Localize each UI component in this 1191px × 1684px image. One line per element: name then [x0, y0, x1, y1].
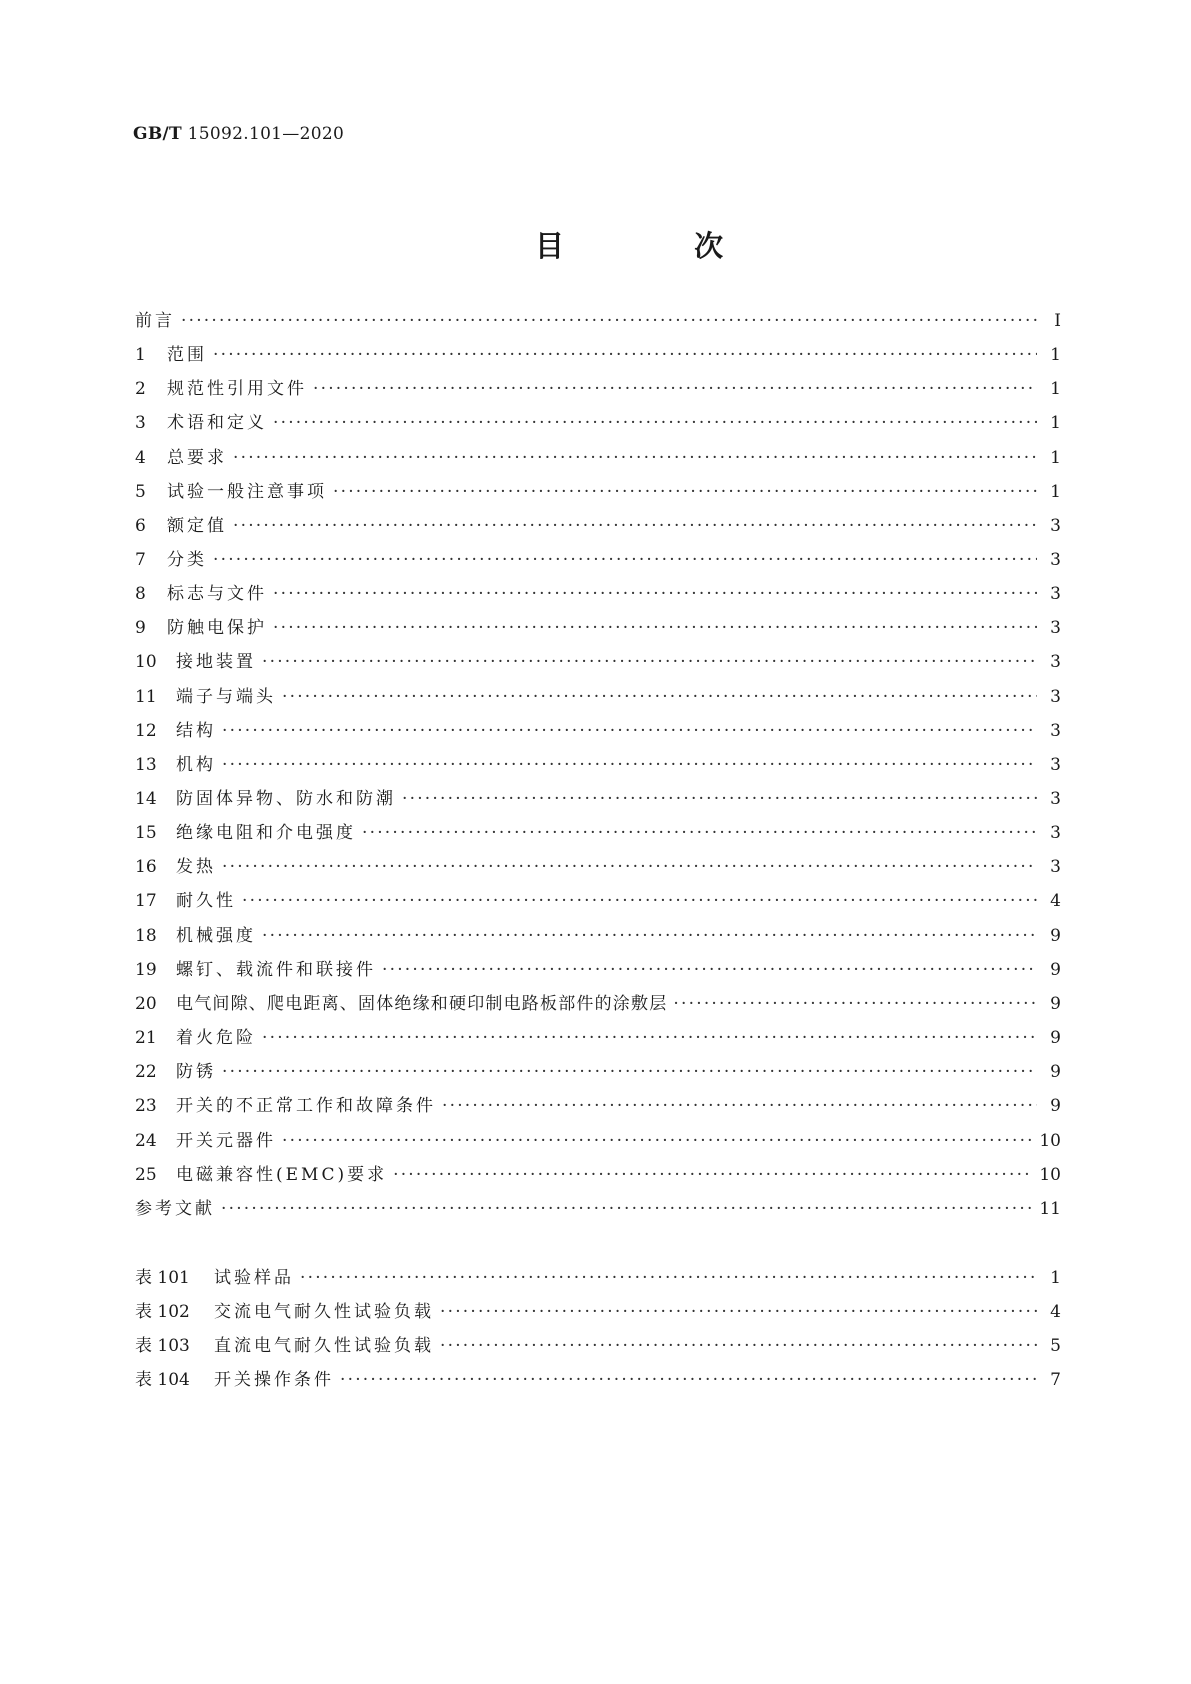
toc-table-number: 表 104 — [135, 1370, 190, 1390]
toc-leader-dots — [222, 1062, 1037, 1082]
toc-entry-13[interactable] — [135, 750, 1061, 776]
toc-leader-dots — [222, 755, 1037, 775]
toc-entry-16[interactable] — [135, 852, 1061, 878]
toc-table-104[interactable] — [135, 1365, 1061, 1391]
toc-entry-title: 开关元器件 — [176, 1131, 276, 1151]
toc-leader-dots — [233, 516, 1037, 536]
toc-entry-page: 1 — [1050, 379, 1061, 399]
toc-entry-title: 总要求 — [167, 448, 227, 468]
toc-entry-number: 3 — [135, 413, 146, 433]
toc-entry-title: 防锈 — [176, 1062, 216, 1082]
toc-entry-title: 电磁兼容性(EMC)要求 — [176, 1165, 388, 1185]
toc-entry-number: 1 — [135, 345, 146, 365]
toc-entry-page: 4 — [1050, 891, 1061, 911]
toc-table-number: 表 103 — [135, 1336, 190, 1356]
toc-entry-title: 电气间隙、爬电距离、固体绝缘和硬印制电路板部件的涂敷层 — [176, 994, 668, 1014]
toc-table-102[interactable] — [135, 1297, 1061, 1323]
toc-table-number: 表 101 — [135, 1268, 190, 1288]
toc-leader-dots — [362, 823, 1037, 843]
toc-entry-page: 1 — [1050, 413, 1061, 433]
toc-entry-page: 9 — [1050, 1062, 1061, 1082]
toc-entry-page: 9 — [1050, 1096, 1061, 1116]
page-title: 目 次 — [535, 229, 784, 263]
toc-leader-dots — [282, 687, 1037, 707]
toc-leader-dots — [242, 891, 1037, 911]
toc-entry-foreword[interactable] — [135, 306, 1061, 332]
toc-entry-page: 9 — [1050, 960, 1061, 980]
toc-table-title: 开关操作条件 — [214, 1370, 334, 1390]
toc-entry-17[interactable] — [135, 886, 1061, 912]
toc-entry-title: 着火危险 — [176, 1028, 256, 1048]
toc-entry-title: 耐久性 — [176, 891, 236, 911]
toc-entry-page: 3 — [1050, 550, 1061, 570]
toc-leader-dots — [340, 1370, 1037, 1390]
toc-entry-10[interactable] — [135, 647, 1061, 673]
toc-entry-title: 防固体异物、防水和防潮 — [176, 789, 396, 809]
toc-table-page: 5 — [1050, 1336, 1061, 1356]
toc-entry-title: 机械强度 — [176, 926, 256, 946]
toc-entry-page: 3 — [1050, 857, 1061, 877]
toc-table-title: 直流电气耐久性试验负载 — [214, 1336, 434, 1356]
toc-entry-22[interactable] — [135, 1057, 1061, 1083]
toc-entry-title: 参考文献 — [135, 1199, 215, 1219]
toc-entry-page: 3 — [1050, 618, 1061, 638]
toc-leader-dots — [393, 1165, 1033, 1185]
toc-entry-page: 3 — [1050, 721, 1061, 741]
toc-entry-number: 7 — [135, 550, 146, 570]
toc-entry-title: 开关的不正常工作和故障条件 — [176, 1096, 436, 1116]
toc-entry-number: 20 — [135, 994, 157, 1014]
toc-entry-19[interactable] — [135, 955, 1061, 981]
toc-table-page: 4 — [1050, 1302, 1061, 1322]
toc-entry-21[interactable] — [135, 1023, 1061, 1049]
toc-entry-title: 机构 — [176, 755, 216, 775]
toc-entry-title: 防触电保护 — [167, 618, 267, 638]
toc-leader-dots — [382, 960, 1037, 980]
toc-leader-dots — [262, 1028, 1037, 1048]
toc-leader-dots — [440, 1302, 1037, 1322]
toc-leader-dots — [262, 926, 1037, 946]
toc-entry-title: 结构 — [176, 721, 216, 741]
toc-entry-6[interactable] — [135, 511, 1061, 537]
toc-entry-number: 9 — [135, 618, 146, 638]
toc-entry-number: 2 — [135, 379, 146, 399]
toc-leader-dots — [273, 618, 1037, 638]
toc-leader-dots — [313, 379, 1037, 399]
toc-leader-dots — [300, 1268, 1037, 1288]
toc-entry-25[interactable] — [135, 1160, 1061, 1186]
toc-table-page: 1 — [1050, 1268, 1061, 1288]
toc-entry-number: 15 — [135, 823, 157, 843]
toc-entry-5[interactable] — [135, 477, 1061, 503]
toc-leader-dots — [181, 311, 1037, 331]
toc-entry-title: 端子与端头 — [176, 687, 276, 707]
toc-entry-1[interactable] — [135, 340, 1061, 366]
toc-entry-number: 10 — [135, 652, 157, 672]
toc-entry-page: 1 — [1050, 448, 1061, 468]
toc-entry-title: 绝缘电阻和介电强度 — [176, 823, 356, 843]
toc-entry-14[interactable] — [135, 784, 1061, 810]
toc-entry-title: 接地装置 — [176, 652, 256, 672]
toc-entry-number: 8 — [135, 584, 146, 604]
toc-entry-title: 发热 — [176, 857, 216, 877]
toc-leader-dots — [233, 448, 1037, 468]
toc-entry-page: 1 — [1050, 482, 1061, 502]
toc-entry-15[interactable] — [135, 818, 1061, 844]
toc-entry-page: 11 — [1039, 1199, 1061, 1219]
toc-entry-number: 4 — [135, 448, 146, 468]
toc-leader-dots — [222, 721, 1037, 741]
toc-entry-title: 试验一般注意事项 — [167, 482, 327, 502]
toc-entry-number: 13 — [135, 755, 157, 775]
toc-entry-number: 25 — [135, 1165, 157, 1185]
toc-entry-page: 3 — [1050, 687, 1061, 707]
toc-entry-number: 16 — [135, 857, 157, 877]
toc-entry-title: 前言 — [135, 311, 175, 331]
toc-leader-dots — [213, 550, 1037, 570]
toc-entry-bibliography[interactable] — [135, 1194, 1061, 1220]
toc-entry-page: 9 — [1050, 1028, 1061, 1048]
toc-table-title: 交流电气耐久性试验负载 — [214, 1302, 434, 1322]
toc-leader-dots — [221, 1199, 1033, 1219]
toc-entry-12[interactable] — [135, 716, 1061, 742]
toc-entry-9[interactable] — [135, 613, 1061, 639]
toc-entry-23[interactable] — [135, 1091, 1061, 1117]
toc-entry-page: 3 — [1050, 789, 1061, 809]
toc-entry-number: 21 — [135, 1028, 157, 1048]
toc-entry-title: 规范性引用文件 — [167, 379, 307, 399]
toc-leader-dots — [273, 413, 1037, 433]
toc-leader-dots — [673, 994, 1037, 1014]
toc-table-title: 试验样品 — [214, 1268, 294, 1288]
toc-leader-dots — [213, 345, 1037, 365]
toc-leader-dots — [282, 1131, 1033, 1151]
toc-entry-number: 17 — [135, 891, 157, 911]
toc-leader-dots — [402, 789, 1037, 809]
toc-entry-title: 额定值 — [167, 516, 227, 536]
toc-entry-number: 22 — [135, 1062, 157, 1082]
toc-entry-title: 标志与文件 — [167, 584, 267, 604]
document-code-prefix: GB/T — [133, 124, 182, 144]
toc-entry-page: 3 — [1050, 755, 1061, 775]
document-code-number: 15092.101—2020 — [187, 124, 345, 144]
toc-entry-number: 23 — [135, 1096, 157, 1116]
toc-entry-24[interactable] — [135, 1126, 1061, 1152]
toc-entry-page: 3 — [1050, 584, 1061, 604]
toc-leader-dots — [222, 857, 1037, 877]
toc-entry-2[interactable] — [135, 374, 1061, 400]
toc-entry-page: 1 — [1050, 345, 1061, 365]
toc-entry-number: 18 — [135, 926, 157, 946]
toc-entry-number: 5 — [135, 482, 146, 502]
toc-entry-page: 3 — [1050, 516, 1061, 536]
toc-entry-page: 9 — [1050, 994, 1061, 1014]
toc-entry-number: 19 — [135, 960, 157, 980]
toc-table-103[interactable] — [135, 1331, 1061, 1357]
toc-table-page: 7 — [1050, 1370, 1061, 1390]
toc-entry-title: 术语和定义 — [167, 413, 267, 433]
toc-entry-20[interactable] — [135, 989, 1061, 1015]
toc-entry-title: 分类 — [167, 550, 207, 570]
toc-entry-page: 3 — [1050, 823, 1061, 843]
toc-entry-page: 10 — [1039, 1131, 1061, 1151]
toc-table-101[interactable] — [135, 1263, 1061, 1289]
toc-entry-3[interactable] — [135, 408, 1061, 434]
toc-entry-title: 螺钉、载流件和联接件 — [176, 960, 376, 980]
document-code — [133, 124, 344, 144]
toc-entry-page: 10 — [1039, 1165, 1061, 1185]
toc-entry-page: Ⅰ — [1054, 311, 1061, 331]
toc-leader-dots — [273, 584, 1037, 604]
toc-leader-dots — [333, 482, 1037, 502]
toc-entry-title: 范围 — [167, 345, 207, 365]
toc-entry-11[interactable] — [135, 682, 1061, 708]
toc-leader-dots — [442, 1096, 1037, 1116]
toc-entry-7[interactable] — [135, 545, 1061, 571]
toc-entry-page: 9 — [1050, 926, 1061, 946]
toc-leader-dots — [440, 1336, 1037, 1356]
toc-entry-number: 12 — [135, 721, 157, 741]
toc-leader-dots — [262, 652, 1037, 672]
toc-entry-4[interactable] — [135, 443, 1061, 469]
toc-entry-number: 6 — [135, 516, 146, 536]
toc-entry-number: 11 — [135, 687, 157, 707]
toc-entry-8[interactable] — [135, 579, 1061, 605]
toc-entry-number: 24 — [135, 1131, 157, 1151]
toc-entry-18[interactable] — [135, 921, 1061, 947]
toc-entry-page: 3 — [1050, 652, 1061, 672]
toc-entry-number: 14 — [135, 789, 157, 809]
toc-table-number: 表 102 — [135, 1302, 190, 1322]
